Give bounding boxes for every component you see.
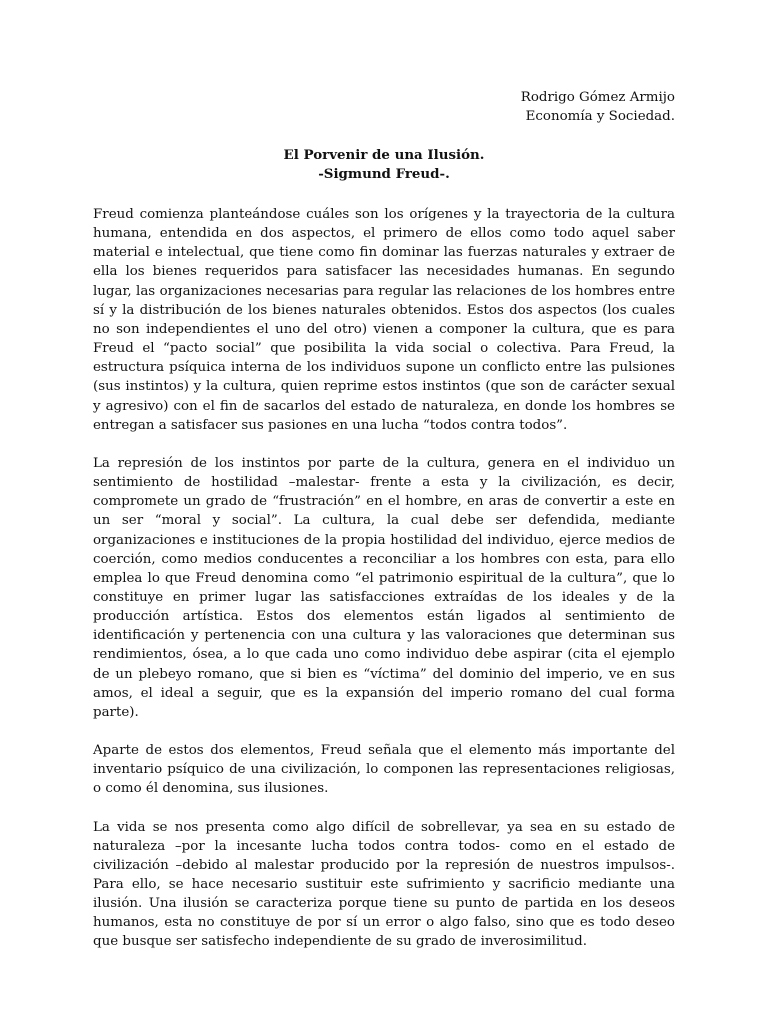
paragraph-3: Aparte de estos dos elementos, Freud señala que el elemento más importante del inventario psíquico de una civilización, lo componen las representaciones religiosas, o como él denomina, sus ilusiones. [93,743,675,797]
document-content [93,88,675,971]
document-body [93,205,675,952]
paragraph-1: Freud comienza planteándose cuáles son los orígenes y la trayectoria de la cultura humana, entendida en dos aspectos, el primero de ellos como todo aquel saber material e intelectual, que tiene como fin dominar las fuerzas naturales y extraer de ella los bienes requeridos para satisfacer las necesidades humanas. En segundo lugar, las organizaciones necesarias para regular las relaciones de los hombres entre sí y la distribución de los bienes naturales obtenidos. Estos dos aspectos (los cuales no son independientes el uno del otro) vienen a componer la cultura, que es para Freud el “pacto social” que posibilita la vida social o colectiva. Para Freud, la estructura psíquica interna de los individuos supone un conflicto entre las pulsiones (sus instintos) y la cultura, quien reprime estos instintos (que son de carácter sexual y agresivo) con el fin de sacarlos del estado de naturaleza, en donde los hombres se entregan a satisfacer sus pasiones en una lucha “todos contra todos”. [93,207,675,433]
author-header [93,88,675,126]
paragraph-2: La represión de los instintos por parte de la cultura, genera en el individuo un sentimiento de hostilidad –malestar- frente a esta y la civilización, es decir, compromete un grado de “frustración” en el hombre, en aras de convertir a este en un ser “moral y social”. La cultura, la cual debe ser defendida, mediante organizaciones e instituciones de la propia hostilidad del individuo, ejerce medios de coerción, como medios conducentes a reconciliar a los hombres con esta, para ello emplea lo que Freud denomina como “el patrimonio espiritual de la cultura”, que lo constituye en primer lugar las satisfacciones extraídas de los ideales y de la producción artística. Estos dos elementos están ligados al sentimiento de identificación y pertenencia con una cultura y las valoraciones que determinan sus rendimientos, ósea, a lo que cada uno como individuo debe aspirar (cita el ejemplo de un plebeyo romano, que si bien es “víctima” del dominio del imperio, ve en sus amos, el ideal a seguir, que es la expansión del imperio romano del cual forma parte). [93,455,675,720]
title-main: El Porvenir de una Ilusión. [283,147,485,163]
paragraph-4: La vida se nos presenta como algo difícil de sobrellevar, ya sea en su estado de naturaleza –por la incesante lucha todos contra todos- como en el estado de civilización –debido al malestar producido por la represión de nuestros impulsos-. Para ello, se hace necesario sustituir este sufrimiento y sacrificio mediante una ilusión. Una ilusión se caracteriza porque tiene su punto de partida en los deseos humanos, esta no constituye de por sí un error o algo falso, sino que es todo deseo que busque ser satisfecho independiente de su grado de inverosimilitud. [93,819,675,950]
author-name: Rodrigo Gómez Armijo [520,90,675,105]
course-name: Economía y Sociedad. [525,109,675,124]
title-subtitle: -Sigmund Freud-. [318,166,450,182]
document-title [93,146,675,184]
